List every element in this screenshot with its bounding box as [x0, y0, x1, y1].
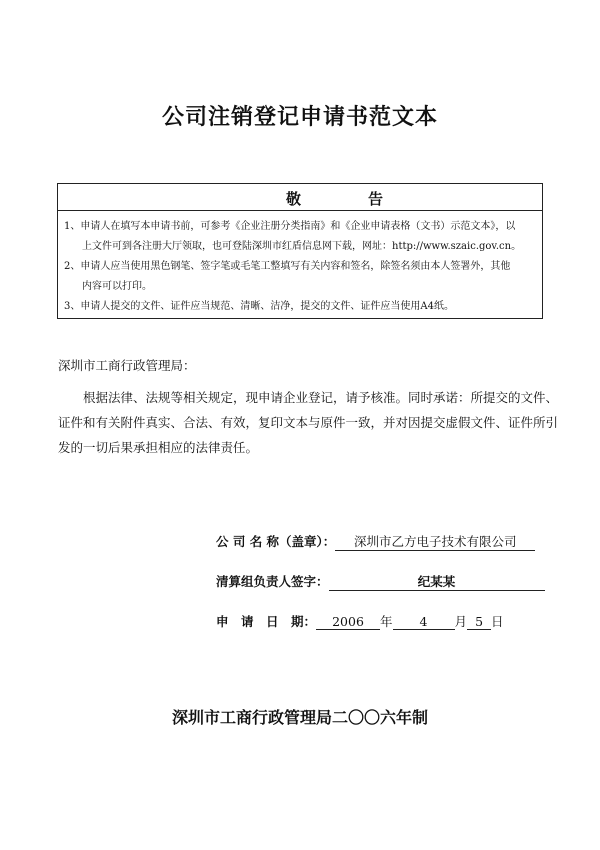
leader-signature-row — [216, 572, 545, 591]
notice-box — [57, 183, 543, 319]
company-name-label: 公 司 名 称（盖章）： — [216, 534, 336, 549]
notice-item: 1、申请人在填写本申请书前，可参考《企业注册分类指南》和《企业申请表格（文书）示范文本》，以 — [64, 221, 516, 232]
company-name-row — [216, 532, 535, 551]
notice-item: 2、申请人应当使用黑色钢笔、签字笔或毛笔工整填写有关内容和签名，除签名须由本人签署外，其他 — [64, 261, 511, 272]
paragraph-line: 证件和有关附件真实、合法、有效，复印文本与原件一致，并对因提交虚假文件、证件所引 — [58, 415, 559, 430]
notice-heading-left: 敬 — [286, 190, 302, 208]
footer-issuer: 深圳市工商行政管理局二〇〇六年制 — [171, 708, 428, 727]
leader-signature-value: 纪某某 — [329, 572, 545, 591]
paragraph-line: 根据法律、法规等相关规定，现申请企业登记，请予核准。同时承诺：所提交的文件、 — [83, 390, 559, 405]
date-day-unit: 日 — [491, 614, 504, 629]
date-year-value: 2006 — [316, 614, 380, 630]
date-month-value: 4 — [393, 614, 455, 630]
addressee: 深圳市工商行政管理局： — [58, 358, 196, 373]
application-body — [58, 357, 559, 460]
application-date-label: 申 请 日 期： — [216, 614, 317, 629]
commitment-paragraph — [58, 385, 559, 460]
date-year-unit: 年 — [380, 614, 393, 629]
leader-signature-label: 清算组负责人签字： — [216, 574, 329, 589]
paragraph-line: 发的一切后果承担相应的法律责任。 — [58, 440, 259, 455]
company-name-value: 深圳市乙方电子技术有限公司 — [335, 532, 535, 551]
notice-item: 3、申请人提交的文件、证件应当规范、清晰、洁净，提交的文件、证件应当使用A4纸。 — [64, 301, 454, 312]
notice-heading-right: 告 — [368, 190, 384, 208]
application-date-row — [216, 612, 504, 630]
notice-heading — [58, 184, 542, 211]
date-day-value: 5 — [467, 614, 491, 630]
date-month-unit: 月 — [454, 614, 468, 629]
notice-items — [58, 217, 542, 317]
notice-item: 内容可以打印。 — [82, 281, 152, 292]
document-title: 公司注销登记申请书范文本 — [161, 105, 438, 130]
notice-item: 上文件可到各注册大厅领取，也可登陆深圳市红盾信息网下载，网址：http://www.szaic.gov.cn。 — [82, 241, 522, 252]
